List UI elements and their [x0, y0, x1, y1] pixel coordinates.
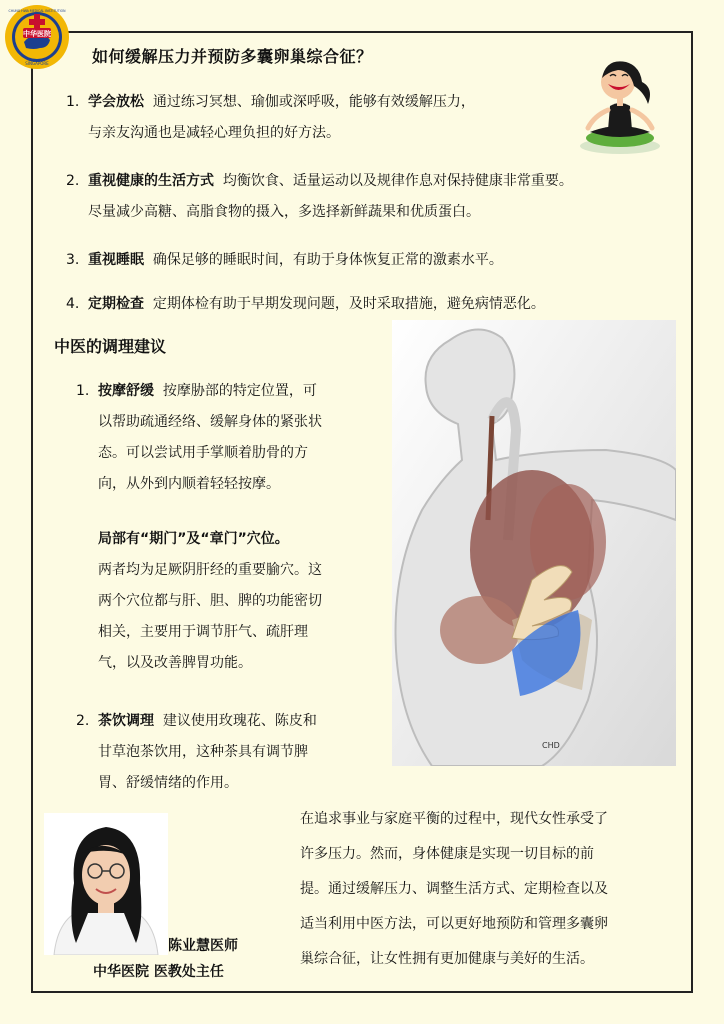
tip-heading: 重视睡眠	[88, 252, 144, 268]
tcm-item	[76, 376, 348, 500]
tcm-text: 以帮助疏通经络、缓解身体的紧张状	[98, 414, 322, 430]
tcm-number: 1.	[76, 383, 90, 399]
tip-text: 尽量减少高糖、高脂食物的摄入，多选择新鲜蔬果和优质蛋白。	[88, 204, 480, 220]
tip-heading: 学会放松	[88, 94, 144, 110]
acupoint-text: 气，以及改善脾胃功能。	[98, 655, 252, 671]
doctor-portrait	[44, 813, 168, 955]
svg-text:CHD: CHD	[542, 741, 560, 750]
tip-number: 1.	[66, 94, 80, 110]
tip-heading: 定期检查	[88, 296, 144, 312]
logo-country: SINGAPORE	[25, 61, 49, 66]
tip-text: 与亲友沟通也是减轻心理负担的好方法。	[88, 125, 340, 141]
closing-line: 许多压力。然而，身体健康是实现一切目标的前	[300, 846, 594, 862]
tip-text: 确保足够的睡眠时间，有助于身体恢复正常的激素水平。	[152, 252, 503, 268]
acupoint-text: 相关，主要用于调节肝气、疏肝理	[98, 624, 308, 640]
tip-item	[66, 289, 686, 320]
tcm-text: 甘草泡茶饮用，这种茶具有调节脾	[98, 744, 308, 760]
acupoint-block	[98, 524, 370, 679]
tip-number: 4.	[66, 296, 80, 312]
tcm-text: 态。可以尝试用手掌顺着肋骨的方	[98, 445, 308, 461]
tip-item	[66, 87, 606, 149]
acupoint-heading: 局部有“期门”及“章门”穴位。	[98, 531, 289, 547]
acupoint-text: 两者均为足厥阴肝经的重要腧穴。这	[98, 562, 322, 578]
tip-text: 定期体检有助于早期发现问题，及时采取措施，避免病情恶化。	[152, 296, 545, 312]
closing-line: 提。通过缓解压力、调整生活方式、定期检查以及	[300, 881, 608, 897]
closing-line: 适当利用中医方法，可以更好地预防和管理多囊卵	[300, 916, 608, 932]
tcm-text: 按摩胁部的特定位置，可	[162, 383, 317, 399]
tip-number: 2.	[66, 173, 80, 189]
tcm-text: 建议使用玫瑰花、陈皮和	[162, 713, 317, 729]
tcm-heading: 中医的调理建议	[54, 337, 167, 356]
page-title: 如何缓解压力并预防多囊卵巢综合征？	[92, 47, 373, 66]
doctor-position: 中华医院 医教处主任	[93, 964, 224, 980]
tcm-text: 向，从外到内顺着轻轻按摩。	[98, 476, 280, 492]
tip-item	[66, 245, 686, 276]
logo-sub: CHUNG HWA MEDICAL INSTITUTION	[8, 9, 66, 13]
tcm-number: 2.	[76, 713, 90, 729]
tcm-item-heading: 茶饮调理	[98, 713, 154, 729]
closing-line: 巢综合征，让女性拥有更加健康与美好的生活。	[300, 951, 594, 967]
tip-text: 通过练习冥想、瑜伽或深呼吸，能够有效缓解压力，	[152, 94, 475, 110]
tip-heading: 重视健康的生活方式	[88, 173, 214, 189]
closing-line: 在追求事业与家庭平衡的过程中，现代女性承受了	[300, 811, 608, 827]
anatomy-massage-illustration	[392, 320, 676, 766]
logo-text: 中华医院	[23, 30, 51, 38]
institution-logo	[4, 4, 70, 70]
tip-number: 3.	[66, 252, 80, 268]
tip-text: 均衡饮食、适量运动以及规律作息对保持健康非常重要。	[222, 173, 573, 189]
doctor-name: 陈业慧医师	[168, 938, 238, 954]
acupoint-text: 两个穴位都与肝、胆、脾的功能密切	[98, 593, 322, 609]
tip-item	[66, 166, 690, 228]
tcm-text: 胃、舒缓情绪的作用。	[98, 775, 238, 791]
closing-paragraph	[300, 802, 682, 977]
tcm-item-heading: 按摩舒缓	[98, 383, 154, 399]
tcm-item	[76, 706, 348, 799]
